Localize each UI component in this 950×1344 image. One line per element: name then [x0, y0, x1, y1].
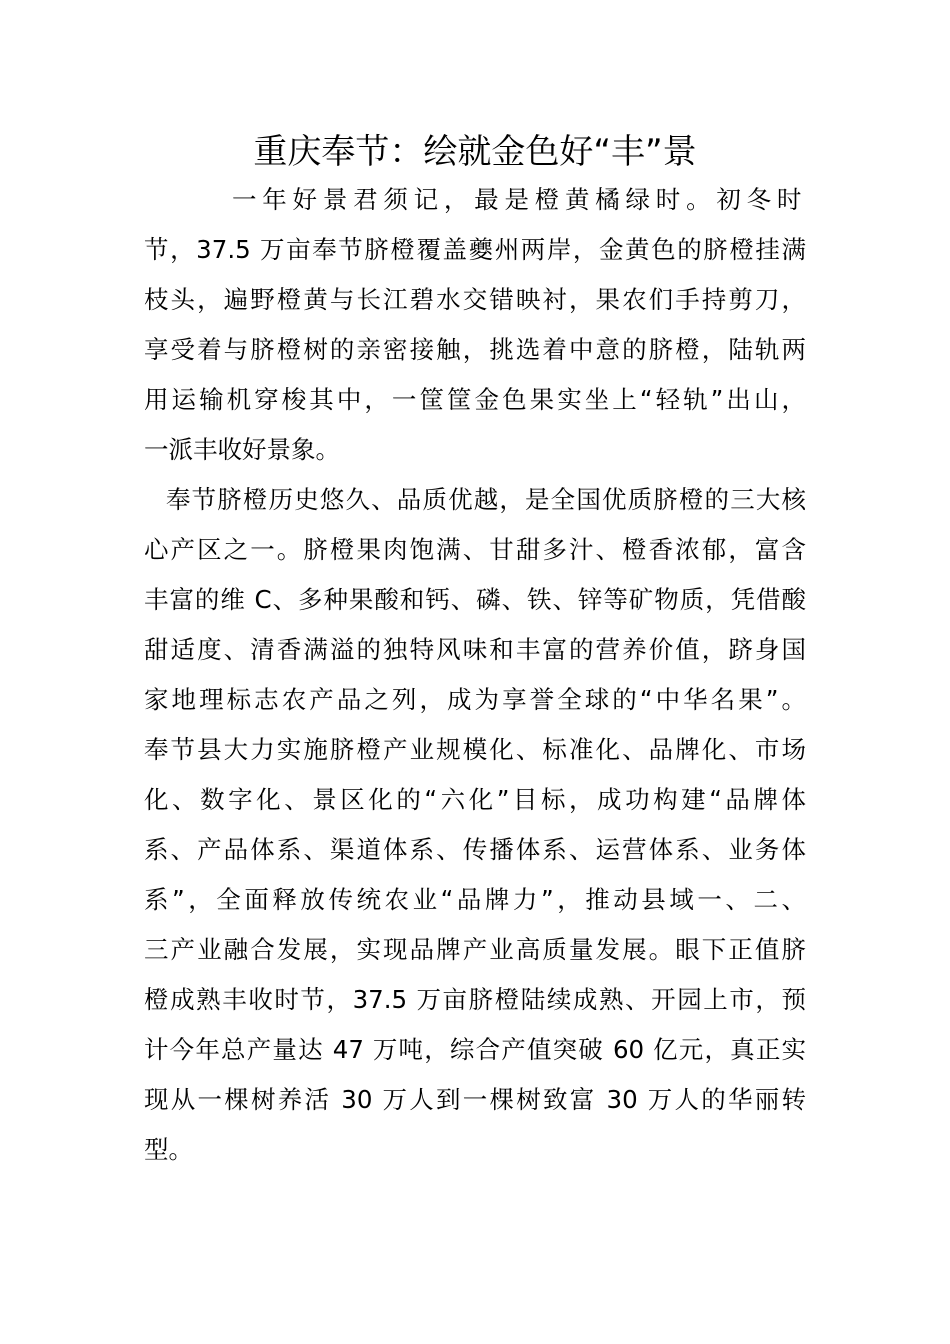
- paragraph-2-line-2: 心产区之一。脐橙果肉饱满、甘甜多汁、橙香浓郁，富含: [144, 535, 806, 564]
- paragraph-2-line-14: 型。: [144, 1135, 193, 1164]
- paragraph-1-line-1: 一年好景君须记，最是橙黄橘绿时。初冬时: [232, 185, 806, 214]
- paragraph-2-line-7: 化、数字化、景区化的“六化”目标，成功构建“品牌体: [144, 785, 806, 814]
- paragraph-1-line-6: 一派丰收好景象。: [144, 435, 340, 464]
- document-title: 重庆奉节：绘就金色好“丰”景: [253, 132, 697, 172]
- paragraph-2-line-10: 三产业融合发展，实现品牌产业高质量发展。眼下正值脐: [144, 935, 806, 964]
- paragraph-2-line-11: 橙成熟丰收时节，37.5 万亩脐橙陆续成熟、开园上市，预: [144, 985, 806, 1014]
- paragraph-1-line-4: 享受着与脐橙树的亲密接触，挑选着中意的脐橙，陆轨两: [144, 335, 806, 364]
- paragraph-2-line-13: 现从一棵树养活 30 万人到一棵树致富 30 万人的华丽转: [144, 1085, 806, 1114]
- paragraph-2-line-9: 系”，全面释放传统农业“品牌力”，推动县域一、二、: [144, 885, 806, 914]
- paragraph-2-line-6: 奉节县大力实施脐橙产业规模化、标准化、品牌化、市场: [144, 735, 806, 764]
- paragraph-1-line-5: 用运输机穿梭其中，一筐筐金色果实坐上“轻轨”出山，: [144, 385, 806, 414]
- paragraph-2-line-5: 家地理标志农产品之列，成为享誉全球的“中华名果”。: [144, 685, 806, 714]
- paragraph-2-line-4: 甜适度、清香满溢的独特风味和丰富的营养价值，跻身国: [144, 635, 806, 664]
- paragraph-2-line-12: 计今年总产量达 47 万吨，综合产值突破 60 亿元，真正实: [144, 1035, 806, 1064]
- paragraph-2-line-3: 丰富的维 C、多种果酸和钙、磷、铁、锌等矿物质，凭借酸: [144, 585, 806, 614]
- paragraph-1-line-3: 枝头，遍野橙黄与长江碧水交错映衬，果农们手持剪刀，: [144, 285, 806, 314]
- paragraph-2-line-1: 奉节脐橙历史悠久、品质优越，是全国优质脐橙的三大核: [166, 485, 806, 514]
- paragraph-2-line-8: 系、产品体系、渠道体系、传播体系、运营体系、业务体: [144, 835, 806, 864]
- paragraph-1-line-2: 节，37.5 万亩奉节脐橙覆盖夔州两岸，金黄色的脐橙挂满: [144, 235, 806, 264]
